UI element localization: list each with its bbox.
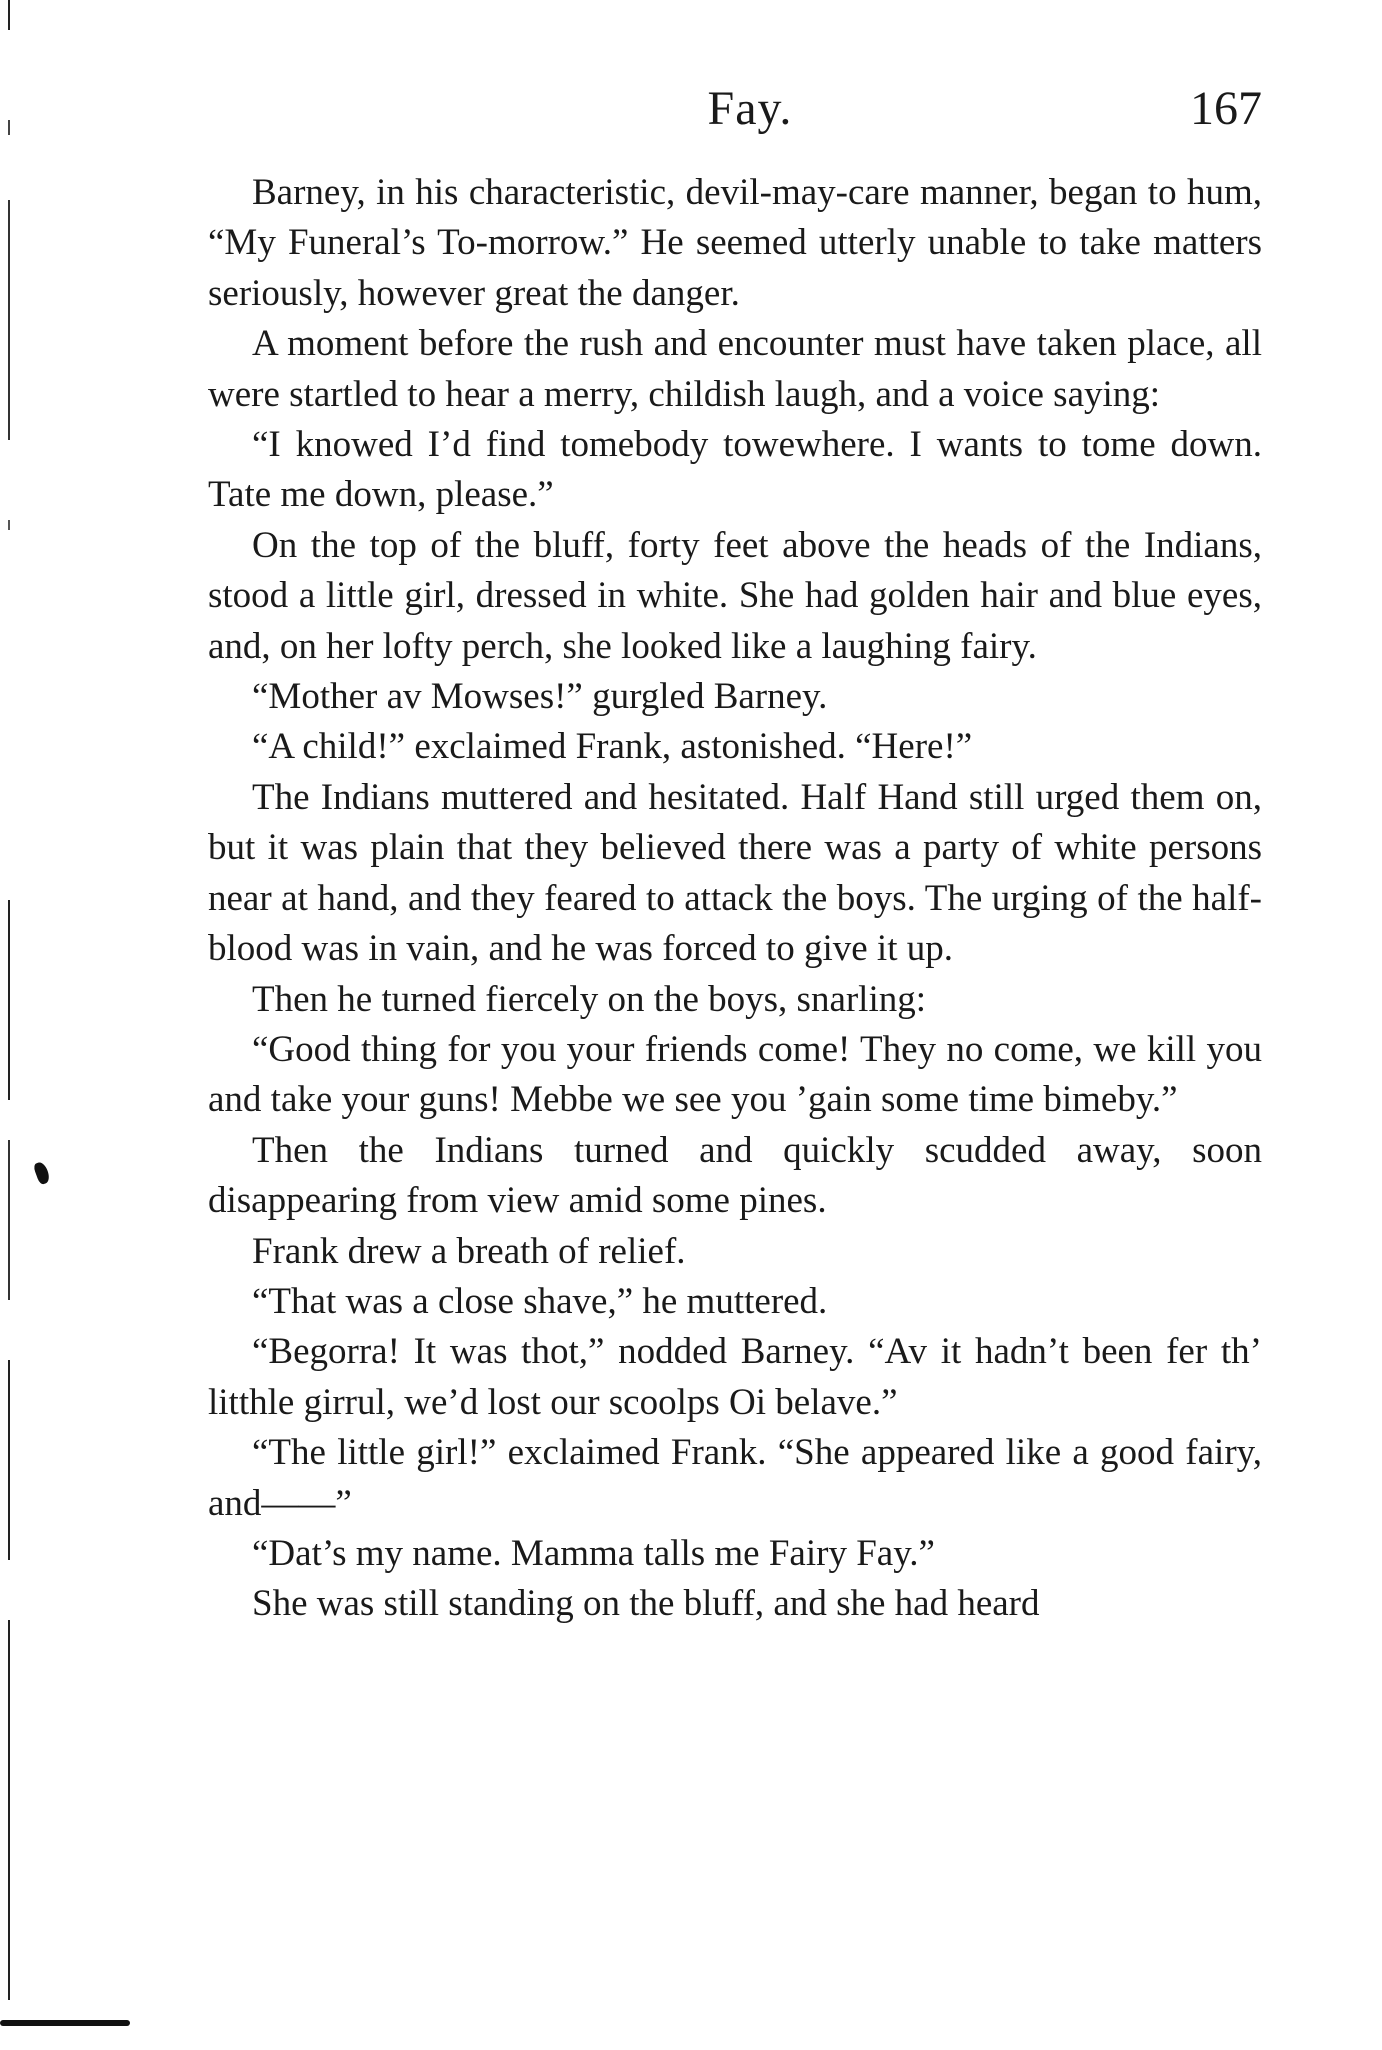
running-head: Fay.	[707, 82, 793, 135]
page-header	[208, 78, 1262, 140]
paragraph: “Mother av Mowses!” gurgled Barney.	[252, 676, 828, 718]
body-text	[208, 168, 1262, 1630]
paragraph: A moment before the rush and encounter must have taken place, all were startled to hear a merry, childish laugh, and a voice saying:	[208, 323, 1262, 415]
scan-bottom-smudge	[0, 2020, 130, 2026]
paragraph: She was still standing on the bluff, and she had heard	[252, 1583, 1040, 1625]
paragraph: The Indians muttered and hesitated. Half Hand still urged them on, but it was plain that they believed there was a party of white persons near at hand, and they feared to attack the boys. The urging of the half-blood was in vain, and he was forced to give it up.	[208, 776, 1262, 970]
paragraph: “A child!” exclaimed Frank, astonished. “Here!”	[252, 726, 973, 768]
paragraph: On the top of the bluff, forty feet above the heads of the Indians, stood a little girl, dressed in white. She had golden hair and blue eyes, and, on her lofty perch, she looked like a laughing fairy.	[208, 524, 1262, 667]
paragraph: Then the Indians turned and quickly scudded away, soon disappearing from view amid some pines.	[208, 1129, 1262, 1222]
paragraph: “Good thing for you your friends come! They no come, we kill you and take your guns! Mebbe we see you ’gain some time bimeby.”	[208, 1028, 1262, 1121]
paragraph: Frank drew a breath of relief.	[252, 1230, 686, 1272]
ink-blot	[33, 1161, 52, 1186]
paragraph: “I knowed I’d find tomebody towewhere. I wants to tome down. Tate me down, please.”	[208, 424, 1262, 516]
paragraph: “The little girl!” exclaimed Frank. “She appeared like a good fairy, and——”	[208, 1432, 1262, 1524]
paragraph: “That was a close shave,” he muttered.	[252, 1280, 828, 1322]
paragraph: Barney, in his characteristic, devil-may-care manner, began to hum, “My Funeral’s To-morrow.” He seemed utterly unable to take matters seriously, however great the danger.	[208, 172, 1262, 314]
paragraph: Then he turned fiercely on the boys, snarling:	[252, 978, 927, 1020]
paragraph: “Dat’s my name. Mamma talls me Fairy Fay.”	[252, 1532, 935, 1574]
page-number: 167	[1190, 82, 1262, 135]
paragraph: “Begorra! It was thot,” nodded Barney. “Av it hadn’t been fer th’ litthle girrul, we’d lost our scoolps Oi belave.”	[208, 1331, 1262, 1423]
scan-margin-edge	[8, 0, 10, 2000]
